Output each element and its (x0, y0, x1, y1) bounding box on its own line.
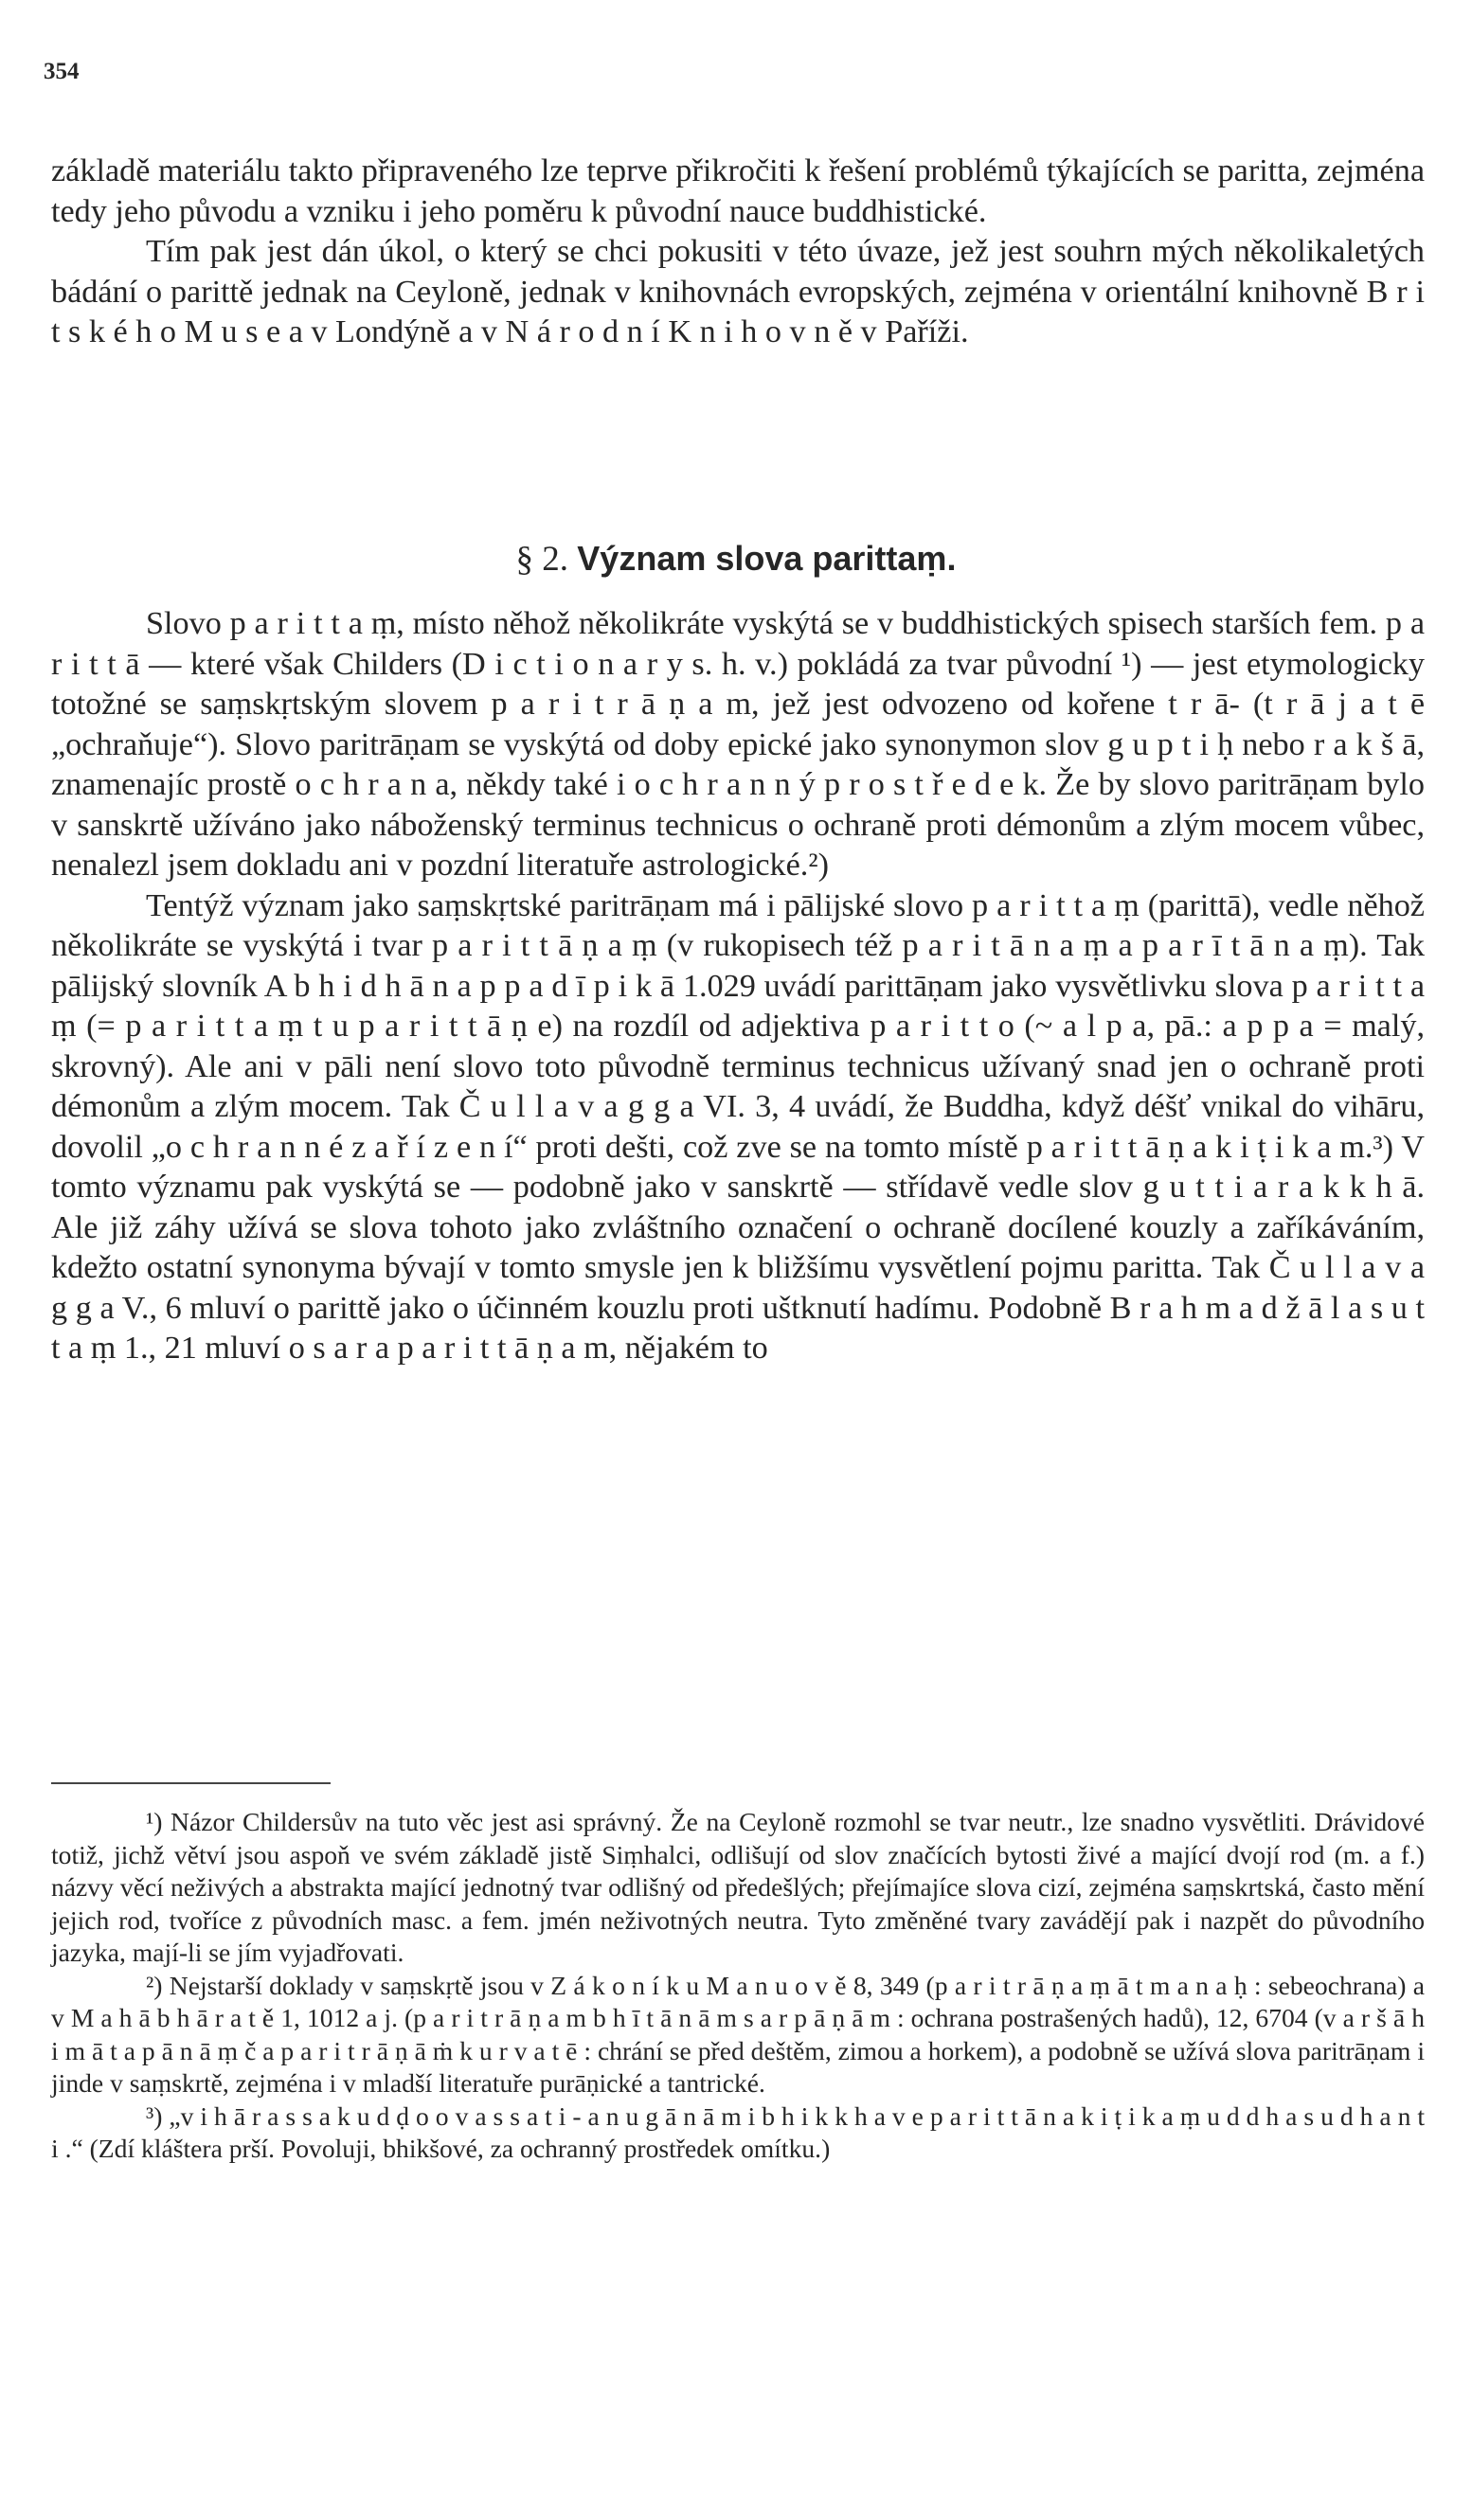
footnotes (51, 1806, 1425, 2166)
intro-paragraph: základě materiálu takto připraveného lze teprve přikročiti k řešení problémů týkajících se paritta, zejména tedy jeho původu a vzniku i jeho poměru k původní nauce buddhistické. (51, 153, 1425, 229)
footnote-separator (51, 1782, 331, 1784)
section-title: Význam slova parittaṃ. (577, 539, 957, 578)
page-number: 354 (44, 59, 80, 84)
section-heading (0, 538, 1472, 581)
footnote-2: ²) Nejstarší doklady v saṃskṛtě jsou v Z á k o n í k u M a n u o v ě 8, 349 (p a r i t r ā ṇ a ṃ ā t m a n a ḥ : sebeochrana) a v M a h ā b h ā r a t ě 1, 1012 a j. (p a r i t r ā ṇ a m b h ī t ā n ā m s a r p ā ṇ ā m : ochrana postrašených hadů), 12, 6704 (v a r š ā h i m ā t a p ā n ā ṃ č a p a r i t r ā ṇ ā ṁ k u r v a t ē : chrání se před deštěm, zimou a horkem), a podobně se užívá slova paritrāṇam i jinde v saṃskrtě, zejména i v mladší literatuře purāṇické a tantrické. (51, 1970, 1425, 2098)
intro-paragraph: Tím pak jest dán úkol, o který se chci pokusiti v této úvaze, jež jest souhrn mých několikaletých bádání o parittě jednak na Ceyloně, jednak v knihovnách evropských, zejména v orientální knihovně B r i t s k é h o M u s e a v Londýně a v N á r o d n í K n i h o v n ě v Paříži. (51, 234, 1425, 349)
section-paragraph: Tentýž význam jako saṃskṛtské paritrāṇam má i pālijské slovo p a r i t t a ṃ (parittā), vedle něhož několikráte se vyskýtá i tvar p a r i t t ā ṇ a ṃ (v rukopisech též p a r i t ā n a ṃ a p a r ī t ā n a ṃ). Tak pālijský slovník A b h i d h ā n a p p a d ī p i k ā 1.029 uvádí parittāṇam jako vysvětlivku slova p a r i t t a ṃ (= p a r i t t a ṃ t u p a r i t t ā ṇ e) na rozdíl od adjektiva p a r i t t o (~ a l p a, pā.: a p p a = malý, skrovný). Ale ani v pāli není slovo toto původně terminus technicus užívaný snad jen o ochraně proti démonům a zlým mocem. Tak Č u l l a v a g g a VI. 3, 4 uvádí, že Buddha, když déšť vnikal do vihāru, dovolil „o c h r a n n é z a ř í z e n í“ proti dešti, což zve se na tomto místě p a r i t t ā ṇ a k i ṭ i k a m.³) V tomto významu pak vyskýtá se — podobně jako v sanskrtě — střídavě vedle slov g u t t i a r a k k h ā. Ale již záhy užívá se slova tohoto jako zvláštního označení o ochraně docílené kouzly a zaříkáváním, kdežto ostatní synonyma bývají v tomto smysle jen k bližšímu vysvětlení pojmu paritta. Tak Č u l l a v a g g a V., 6 mluví o parittě jako o účinném kouzlu proti uštknutí hadímu. Podobně B r a h m a d ž ā l a s u t t a ṃ 1., 21 mluví o s a r a p a r i t t ā ṇ a m, nějakém to (51, 887, 1425, 1366)
section-paragraph: Slovo p a r i t t a ṃ, místo něhož několikráte vyskýtá se v buddhistických spisech starších fem. p a r i t t ā — které však Childers (D i c t i o n a r y s. h. v.) pokládá za tvar původní ¹) — jest etymologicky totožné se saṃskṛtským slovem p a r i t r ā ṇ a m, jež jest odvozeno od kořene t r ā- (t r ā j a t ē „ochraňuje“). Slovo paritrāṇam se vyskýtá od doby epické jako synonymon slov g u p t i ḥ nebo r a k š ā, znamenajíc prostě o c h r a n a, někdy také i o c h r a n n ý p r o s t ř e d e k. Že by slovo paritrāṇam bylo v sanskrtě užíváno jako náboženský terminus technicus o ochraně proti démonům a zlým mocem vůbec, nenalezl jsem dokladu ani v pozdní literatuře astrologické.²) (51, 606, 1425, 883)
footnote-3: ³) „v i h ā r a s s a k u d ḍ o o v a s s a t i - a n u g ā n ā m i b h i k k h a v e p a r i t t ā n a k i ṭ i k a ṃ u d d h a s u d h a n t i .“ (Zdí kláštera prší. Povoluji, bhikšové, za ochranný prostředek omítku.) (51, 2100, 1425, 2163)
footnote-1: ¹) Názor Childersův na tuto věc jest asi správný. Že na Ceyloně rozmohl se tvar neutr., lze snadno vysvětliti. Drávidové totiž, jichž větví jsou aspoň ve svém základě jistě Siṃhalci, odlišují od slov značících bytosti živé a mající dvojí rod (m. a f.) názvy věcí neživých a abstrakta mající jednotný tvar odlišný od předešlých; přejímajíce slova cizí, zejména saṃskrtská, často mění jejich rod, tvoříce z původních masc. a fem. jmén neživotných neutra. Tyto změněné tvary zavádějí pak i nazpět do původního jazyka, mají-li se jím vyjadřovati. (51, 1807, 1425, 1967)
section-mark: § 2. (515, 540, 569, 579)
intro-text (51, 152, 1425, 353)
section-text (51, 604, 1425, 1369)
